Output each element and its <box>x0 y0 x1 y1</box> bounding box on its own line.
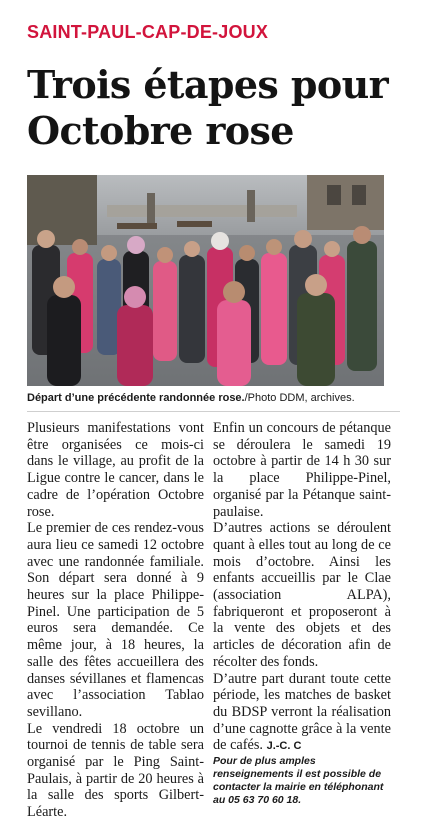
photo-caption <box>27 391 417 405</box>
paragraph: Plusieurs manifestations vont être organisées ce mois-ci dans le village, au profit de la Ligue contre le cancer, dans le cadre de l’opération Octobre rose. <box>27 420 204 520</box>
paragraph: Le vendredi 18 octobre un tournoi de tennis de table sera organisé par le Ping Saint-Paulais, à partir de 20 heures à la salle des sports Gilbert-Léarte. <box>27 720 204 821</box>
headline: Trois étapes pour Octobre rose <box>27 62 389 153</box>
section-kicker: SAINT-PAUL-CAP-DE-JOUX <box>27 22 269 42</box>
caption-text: Départ d’une précédente randonnée rose. <box>27 392 245 404</box>
article-column-2 <box>213 420 391 807</box>
paragraph: D’autres actions se déroulent quant à elles tout au long de ce mois d’octobre. Ainsi les enfants accueillis par le Clae (association ALPA), fabriqueront et proposeront à la vente des objets et des articles de décoration afin de récolter des fonds. <box>213 520 391 670</box>
article-column-1 <box>27 420 204 821</box>
article-photo <box>27 175 384 386</box>
info-note: Pour de plus amples renseignements il est possible de contacter la mairie en téléphonant au 05 63 70 60 18. <box>213 755 384 807</box>
paragraph-text: D’autre part durant toute cette période, les matches de basket du BDSP verront la réalisation d’une cagnotte grâce à la vente de cafés. <box>213 670 391 754</box>
paragraph: Le premier de ces rendez-vous aura lieu ce samedi 12 octobre avec une randonnée familiale. Son départ sera donné à 9 heures sur la place Philippe-Pinel. Une participation de 5 euros sera demandée. Ce même jour, à 18 heures, la salle des fêtes accueillera des danses sévillanes et flamencas avec l’association Tablao sevillano. <box>27 520 204 720</box>
author-signature: J.-C. C <box>266 740 302 753</box>
paragraph <box>213 671 391 756</box>
caption-divider <box>27 411 400 412</box>
paragraph: Enfin un concours de pétanque se déroulera le samedi 19 octobre à partir de 14 h 30 sur la place Philippe-Pinel, organisé par la Pétanque saint-paulaise. <box>213 420 391 520</box>
crowd-photo-illustration <box>27 175 384 386</box>
caption-credit: /Photo DDM, archives. <box>244 392 355 404</box>
